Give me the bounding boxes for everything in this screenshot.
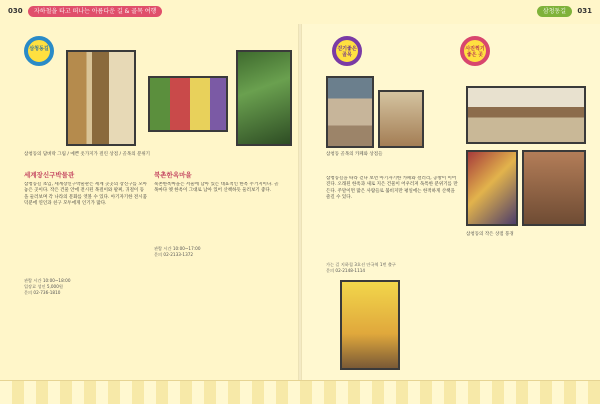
photo-hanok: [466, 86, 586, 144]
bottom-decorative-stripe: [0, 380, 600, 404]
info-row: 문의 02-736-1810: [24, 290, 61, 295]
photo-garden: [236, 50, 292, 146]
right-tab-2-label: 사진찍기 좋은 곳: [465, 46, 485, 58]
info-row: 관람 시간 10:00~17:00: [154, 246, 201, 251]
photo-yellow-shop: [340, 280, 400, 370]
section-info: [154, 246, 282, 258]
photo-hanging-clothes: [148, 76, 228, 132]
photo-street: [326, 76, 374, 148]
right-caption-side: 삼청동의 작은 상점 풍경: [466, 232, 514, 237]
right-section-body: 삼청동길을 따라 걷다 보면 아기자기한 카페와 갤러리, 공방이 이어진다. 오래된 한옥과 새로 지은 건물이 어우러져 독특한 분위기를 만든다. 주말이면 많은 사람들로 붐비지만 평일에는 한적하게 산책을 즐길 수 있다.: [326, 176, 458, 201]
right-tab-1: [332, 36, 362, 66]
left-header-tag: 자하철을 타고 떠나는 아름다운 길 & 골목 여행: [28, 6, 162, 17]
right-tab-1-label: 걷기좋은 골목: [337, 46, 357, 58]
right-header: [300, 0, 600, 24]
info-row: 가는 길 지하철 3호선 안국역 1번 출구: [326, 262, 396, 267]
page-gutter: [298, 0, 302, 404]
photo-market: [522, 150, 586, 226]
right-header-tag: 삼청동길: [537, 6, 572, 17]
info-row: 문의 02-2148-1114: [326, 268, 366, 273]
right-section-info: [326, 262, 458, 274]
right-page-number: 031: [577, 7, 592, 15]
left-caption: 삼청동의 담벼락 그림 / 예쁜 옷가지가 걸린 상점 / 골목의 분위기: [24, 152, 151, 157]
section-heading: 북촌한옥마을: [154, 171, 192, 179]
right-caption-top: 삼청동 골목의 카페와 상점들: [326, 152, 383, 157]
left-category-tab-label: 삼청동길: [29, 46, 49, 52]
left-category-tab: [24, 36, 54, 66]
info-row: 입장료 성인 5,000원: [24, 284, 63, 289]
photo-signboard: [378, 90, 424, 148]
info-row: 관람 시간 10:00~18:00: [24, 278, 71, 283]
section-body: 삼청동길 초입, 세계장신구박물관은 세계 곳곳의 장신구를 모아 놓은 곳이다. 작은 건물 안에 전시된 목걸이와 팔찌, 귀걸이 등을 둘러보며 각 나라의 문화를 엿볼 수 있다. 아기자기한 전시품 덕분에 연인과 친구 모두에게 인기가 많다.: [24, 182, 148, 207]
section-info: [24, 278, 148, 296]
info-row: 문의 02-2133-1372: [154, 252, 194, 257]
right-tab-2: [460, 36, 490, 66]
section-body: 북촌한옥마을은 서울에 남아 있는 대표적인 한옥 주거지이다. 골목마다 옛 한옥이 그대로 남아 있어 산책하듯 둘러보기 좋다.: [154, 182, 279, 194]
left-header: [0, 0, 300, 24]
photo-wall-mural: [66, 50, 136, 146]
photo-shop: [466, 150, 518, 226]
section-heading: 세계장신구박물관: [24, 171, 75, 179]
left-page-number: 030: [8, 7, 23, 15]
